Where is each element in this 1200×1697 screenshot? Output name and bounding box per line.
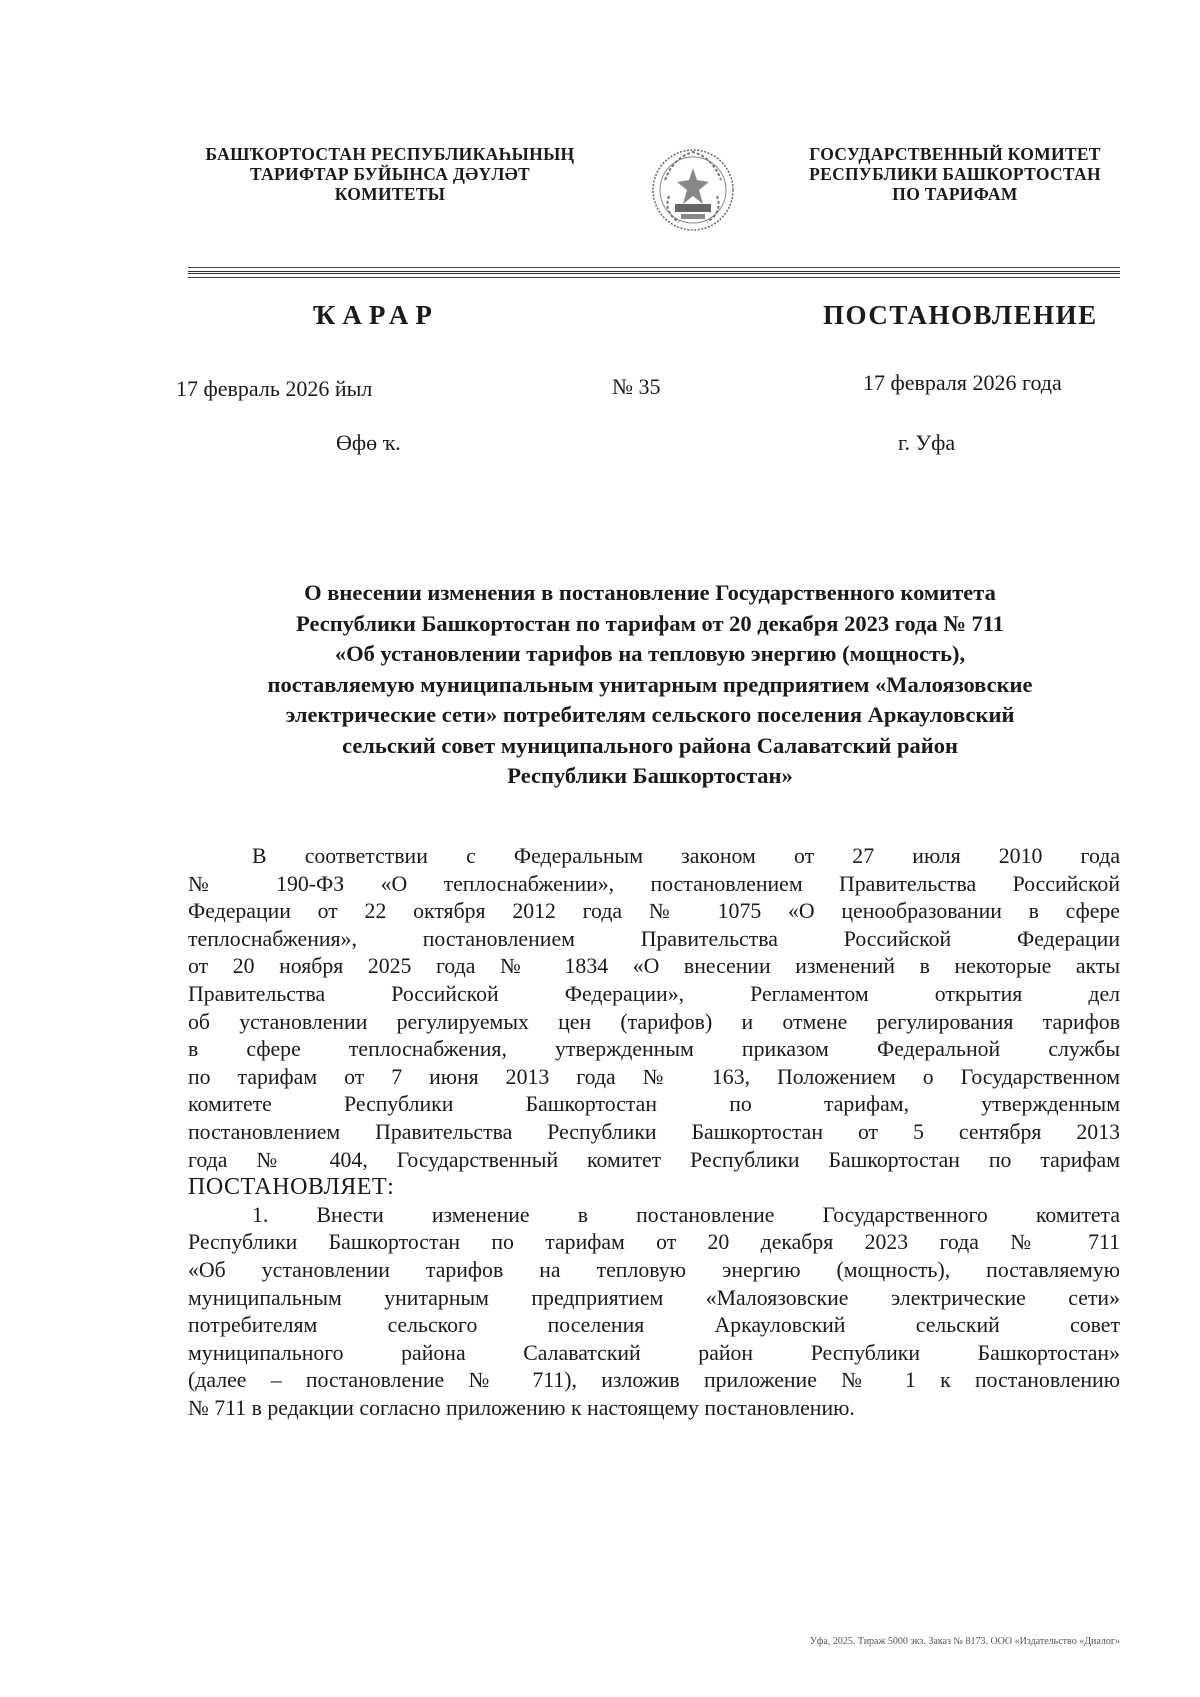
- body-line: от 20 ноября 2025 года № 1834 «О внесении изменений в некоторые акты: [188, 954, 1120, 979]
- header-right-line: ПО ТАРИФАМ: [892, 184, 1018, 204]
- body-line: об установлении регулируемых цен (тарифов) и отмене регулирования тарифов: [188, 1009, 1120, 1034]
- doc-type-bashkir: ҠАРАР: [313, 300, 439, 330]
- body-line: Республики Башкортостан по тарифам от 20 декабря 2023 года № 711: [188, 1230, 1120, 1255]
- decree-word: ПОСТАНОВЛЯЕТ:: [188, 1174, 395, 1201]
- doc-type-russian: ПОСТАНОВЛЕНИЕ: [823, 300, 1098, 330]
- body-line: «Об установлении тарифов на тепловую энергию (мощность), поставляемую: [188, 1257, 1120, 1282]
- title-line: поставляемую муниципальным унитарным предприятием «Малоязовские: [267, 671, 1033, 697]
- body-line: муниципальным унитарным предприятием «Малоязовские электрические сети»: [188, 1285, 1120, 1310]
- body-line: теплоснабжения», постановлением Правительства Российской Федерации: [188, 926, 1120, 951]
- header-left-line: БАШҠОРТОСТАН РЕСПУБЛИКАҺЫНЫҢ: [205, 144, 575, 164]
- header-divider-double: [188, 271, 1120, 274]
- body-line: Федерации от 22 октября 2012 года № 1075 «О ценообразовании в сфере: [188, 899, 1120, 924]
- title-line: Республики Башкортостан по тарифам от 20 декабря 2023 года № 711: [296, 610, 1004, 636]
- body-line: по тарифам от 7 июня 2013 года № 163, Положением о Государственном: [188, 1064, 1120, 1089]
- date-russian: 17 февраля 2026 года: [863, 370, 1062, 395]
- body-line: в сфере теплоснабжения, утвержденным приказом Федеральной службы: [188, 1037, 1120, 1062]
- header-right-line: ГОСУДАРСТВЕННЫЙ КОМИТЕТ: [809, 144, 1101, 164]
- document-title: [180, 578, 1120, 792]
- header-right-line: РЕСПУБЛИКИ БАШКОРТОСТАН: [809, 164, 1101, 184]
- body-line: комитете Республики Башкортостан по тарифам, утвержденным: [188, 1092, 1120, 1117]
- body-line: № 711 в редакции согласно приложению к настоящему постановлению.: [188, 1395, 855, 1420]
- body-line: № 190-ФЗ «О теплоснабжении», постановлением Правительства Российской: [188, 871, 1120, 896]
- header-divider: [188, 277, 1120, 278]
- body-line: Правительства Российской Федерации», Регламентом открытия дел: [188, 981, 1120, 1006]
- title-line: «Об установлении тарифов на тепловую энергию (мощность),: [334, 641, 966, 666]
- title-line: О внесении изменения в постановление Государственного комитета: [304, 580, 996, 605]
- print-imprint-footer: Уфа, 2025. Тираж 5000 экз. Заказ № 8173. ООО «Издательство «Диалог»: [809, 1636, 1120, 1647]
- header-left-org-name: [180, 144, 600, 204]
- body-line: 1. Внести изменение в постановление Государственного комитета: [252, 1202, 1120, 1227]
- document-number: № 35: [612, 374, 661, 399]
- title-line: сельский совет муниципального района Салаватский район: [342, 732, 958, 758]
- body-line: постановлением Правительства Республики Башкортостан от 5 сентября 2013: [188, 1119, 1120, 1144]
- body-line: муниципального района Салаватский район Республики Башкортостан»: [188, 1340, 1120, 1365]
- header-left-line: КОМИТЕТЫ: [334, 184, 446, 204]
- city-bashkir: Өфө ҡ.: [336, 430, 401, 455]
- header-right-org-name: [790, 144, 1120, 204]
- body-line: года № 404, Государственный комитет Республики Башкортостан по тарифам: [188, 1147, 1120, 1172]
- header-divider: [188, 267, 1120, 268]
- title-line: Республики Башкортостан»: [507, 763, 793, 788]
- body-line: В соответствии с Федеральным законом от 27 июля 2010 года: [252, 844, 1120, 868]
- document-body: [188, 843, 1120, 1422]
- city-russian: г. Уфа: [898, 430, 956, 455]
- title-line: электрические сети» потребителям сельского поселения Аркауловский: [285, 702, 1015, 727]
- body-line: потребителям сельского поселения Аркауловский сельский совет: [188, 1313, 1120, 1338]
- date-bashkir: 17 февраль 2026 йыл: [176, 376, 373, 401]
- header-left-line: ТАРИФТАР БУЙЫНСА ДӘҮЛӘТ: [250, 164, 530, 184]
- body-line: (далее – постановление № 711), изложив приложение № 1 к постановлению: [188, 1368, 1120, 1393]
- coat-of-arms-icon: [643, 138, 743, 238]
